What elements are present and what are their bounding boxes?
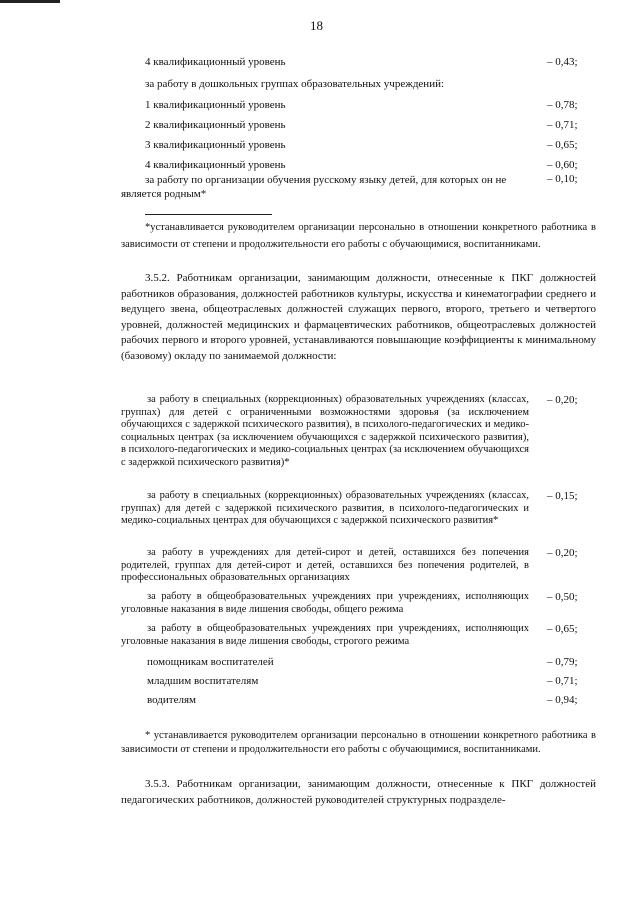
list-item: за работу в общеобразовательных учреждениях при учреждениях, исполняющих уголовные наказания в виде лишения свободы, строгого режима <box>121 623 529 647</box>
list-item: 4 квалификационный уровень <box>145 56 286 68</box>
coefficient-value: – 0,65; <box>547 623 578 635</box>
list-item: 2 квалификационный уровень <box>145 119 286 131</box>
list-item: за работу в дошкольных группах образовательных учреждений: <box>145 78 445 90</box>
coefficient-value: – 0,50; <box>547 591 578 603</box>
list-item: 4 квалификационный уровень <box>145 159 286 171</box>
list-item: 3 квалификационный уровень <box>145 139 286 151</box>
list-item: водителям <box>147 694 196 706</box>
coefficient-value: – 0,79; <box>547 656 578 668</box>
coefficient-value: – 0,65; <box>547 139 578 151</box>
list-item: за работу в учреждениях для детей-сирот и детей, оставшихся без попечения родителей, группах для детей-сирот и детей, оставшихся без попечения родителей, в профессиональных образовательных организациях <box>121 547 529 583</box>
list-item: за работу в общеобразовательных учреждениях при учреждениях, исполняющих уголовные наказания в виде лишения свободы, общего режима <box>121 591 529 615</box>
coefficient-value: – 0,15; <box>547 490 578 502</box>
coefficient-value: – 0,78; <box>547 99 578 111</box>
coefficient-value: – 0,20; <box>547 547 578 559</box>
top-edge-rule <box>0 0 60 3</box>
paragraph-3-5-3: 3.5.3. Работникам организации, занимающим должности, отнесенные к ПКГ должностей педагогических работников, должностей руководителей структурных подразделе- <box>121 778 596 806</box>
footnote: * устанавливается руководителем организации персонально в отношении конкретного работника в зависимости от степени и продолжительности его работы с обучающимися, воспитанниками. <box>121 730 596 755</box>
footnote-rule <box>145 214 272 215</box>
list-item: за работу в специальных (коррекционных) образовательных учреждениях (классах, группах) для детей с ограниченными возможностями здоровья (за исключением обучающихся с задержкой психического развития), в психолого-педагогических и медико-социальных центрах (за исключением обучающихся с задержкой психического развития), в психолого-педагогических и медико-социальных центрах (за исключением обучающихся с задержкой психического развития)* <box>121 394 529 468</box>
list-item: 1 квалификационный уровень <box>145 99 286 111</box>
coefficient-value: – 0,60; <box>547 159 578 171</box>
list-item: за работу по организации обучения русскому языку детей, для которых он не является родным* <box>121 174 507 200</box>
coefficient-value: – 0,71; <box>547 119 578 131</box>
paragraph-3-5-2: 3.5.2. Работникам организации, занимающим должности, отнесенные к ПКГ должностей работников образования, должностей работников культуры, искусства и кинематографии среднего и ведущего звена, общеотраслевых должностей служащих первого, второго, третьего и четвертого уровней, должностей медицинских и фармацевтических работников, общеотраслевых должностей рабочих первого и второго уровней, устанавливаются повышающие коэффициенты к минимальному (базовому) окладу по занимаемой должности: <box>121 272 596 362</box>
coefficient-value: – 0,20; <box>547 394 578 406</box>
page-number: 18 <box>310 18 323 33</box>
footnote: *устанавливается руководителем организации персонально в отношении конкретного работника в зависимости от степени и продолжительности его работы с обучающимися, воспитанниками. <box>121 222 596 250</box>
list-item: младшим воспитателям <box>147 675 259 687</box>
list-item: помощникам воспитателей <box>147 656 274 668</box>
coefficient-value: – 0,43; <box>547 56 578 68</box>
coefficient-value: – 0,94; <box>547 694 578 706</box>
coefficient-value: – 0,10; <box>547 173 578 185</box>
list-item: за работу в специальных (коррекционных) образовательных учреждениях (классах, группах) для детей с задержкой психического развития, в психолого-педагогических и медико-социальных центрах для обучающихся с задержкой психического развития* <box>121 490 529 526</box>
coefficient-value: – 0,71; <box>547 675 578 687</box>
